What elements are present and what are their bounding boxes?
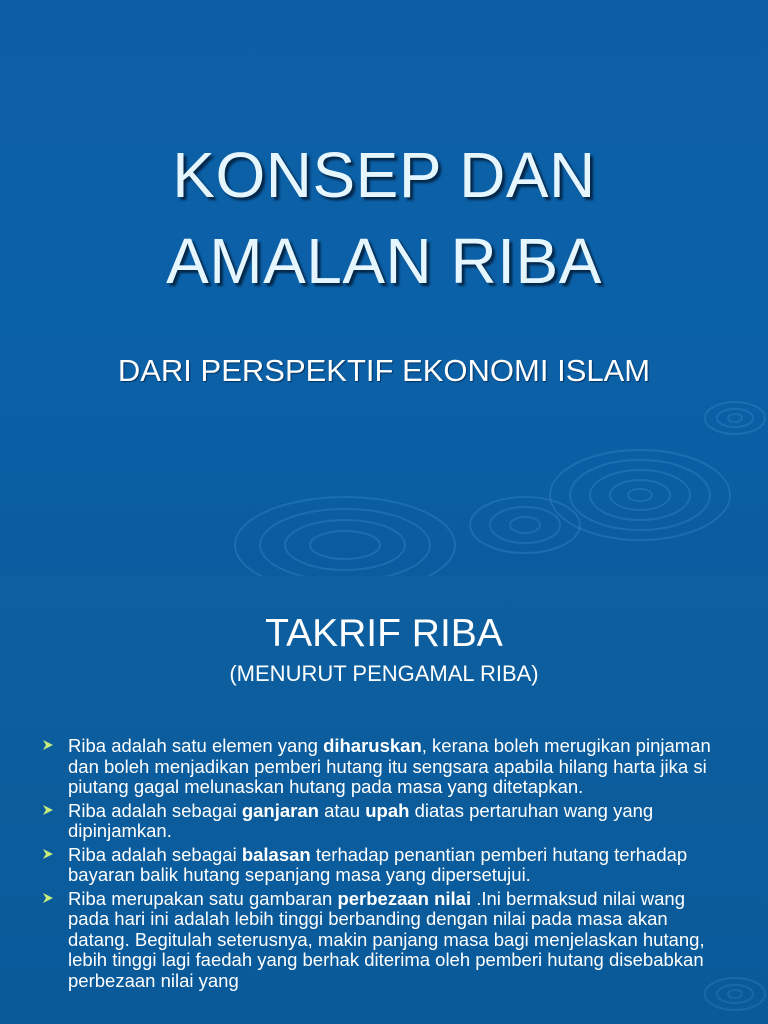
arrowhead-bullet-icon: [42, 804, 54, 816]
bullet-emphasis: diharuskan: [323, 735, 422, 756]
bullet-item: [40, 801, 730, 842]
arrowhead-bullet-icon: [42, 848, 54, 860]
bullet-text: Riba merupakan satu gambaran: [68, 887, 338, 909]
bullet-emphasis: ganjaran: [241, 799, 319, 821]
bullet-item: [40, 845, 730, 886]
bullet-text: , kerana boleh merugikan pinjaman dan boleh menjadikan pemberi hutang itu sengsara apabila hilang harta jika si piutang gagal melunaskan hutang pada masa yang ditetapkan.: [68, 735, 711, 797]
slide-title-heading: [0, 132, 768, 304]
bullet-text: Riba adalah sebagai: [68, 843, 242, 865]
bullet-item: [40, 736, 730, 798]
bullet-text: .Ini bermaksud nilai wang pada hari ini adalah lebih tinggi berbanding dengan nilai pada masa akan datang. Begitulah seterusnya, makin panjang masa bagi menjelaskan hutang, lebih tinggi lagi faedah yang berhak diterima oleh pemberi hutang disebabkan perbezaan nilai yang: [68, 887, 705, 991]
bullet-text: Riba adalah sebagai: [68, 799, 242, 821]
title-line-1: KONSEP DAN: [172, 139, 596, 211]
slide-subtitle: DARI PERSPEKTIF EKONOMI ISLAM: [117, 353, 651, 388]
bullet-emphasis: perbezaan nilai: [337, 887, 472, 909]
slide-takrif-riba: [0, 576, 768, 1024]
arrowhead-bullet-icon: [42, 892, 54, 904]
bullet-text: atau: [318, 799, 366, 821]
bullet-text: Riba adalah satu elemen yang: [68, 735, 324, 756]
bullet-text: terhadap penantian pemberi hutang terhadap bayaran balik hutang sepanjang masa yang dipersetujui.: [68, 843, 688, 885]
title-line-2: AMALAN RIBA: [166, 225, 602, 297]
arrowhead-bullet-icon: [42, 739, 54, 751]
bullet-emphasis: balasan: [241, 843, 311, 865]
bullet-text: diatas pertaruhan wang yang dipinjamkan.: [68, 799, 654, 841]
slide-subheading: (MENURUT PENGAMAL RIBA): [229, 661, 539, 686]
bullet-list: [40, 736, 730, 994]
bullet-emphasis: upah: [365, 799, 410, 821]
bullet-item: [40, 889, 730, 992]
slide-heading: TAKRIF RIBA: [265, 612, 503, 655]
